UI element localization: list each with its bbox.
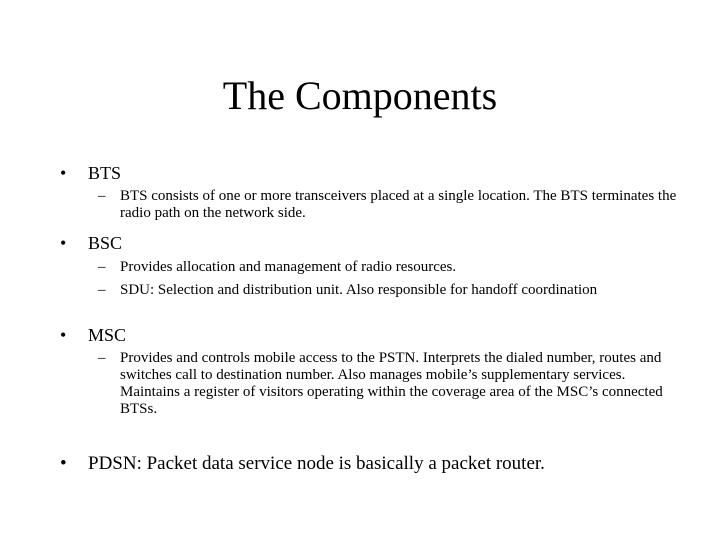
sub-text: Provides allocation and management of radio resources.	[120, 259, 457, 275]
sub-text: Provides and controls mobile access to the PSTN. Interprets the dialed number, routes and switches call to destination number. Also manages mobile’s supplementary services. Maintains a register of visitors operating within the coverage area of the MSC’s connected BTSs.	[120, 350, 663, 417]
bullet-dot: •	[60, 163, 67, 183]
bullet-label: PDSN: Packet data service node is basically a packet router.	[88, 453, 545, 474]
bullet-label: BTS	[88, 163, 122, 183]
sub-text: SDU: Selection and distribution unit. Also responsible for handoff coordination	[120, 282, 598, 298]
sub-dash: –	[98, 282, 106, 298]
bullet-label: MSC	[88, 325, 127, 345]
sub-dash: –	[98, 188, 106, 204]
bullet-dot: •	[60, 325, 67, 345]
slide-title: The Components	[222, 73, 498, 118]
bullet-dot: •	[60, 453, 67, 474]
bullet-label: BSC	[88, 233, 123, 253]
bullet-dot: •	[60, 233, 67, 253]
sub-dash: –	[98, 350, 106, 366]
sub-text: BTS consists of one or more transceivers placed at a single location. The BTS terminates the radio path on the network side.	[120, 188, 677, 221]
sub-dash: –	[98, 259, 106, 275]
